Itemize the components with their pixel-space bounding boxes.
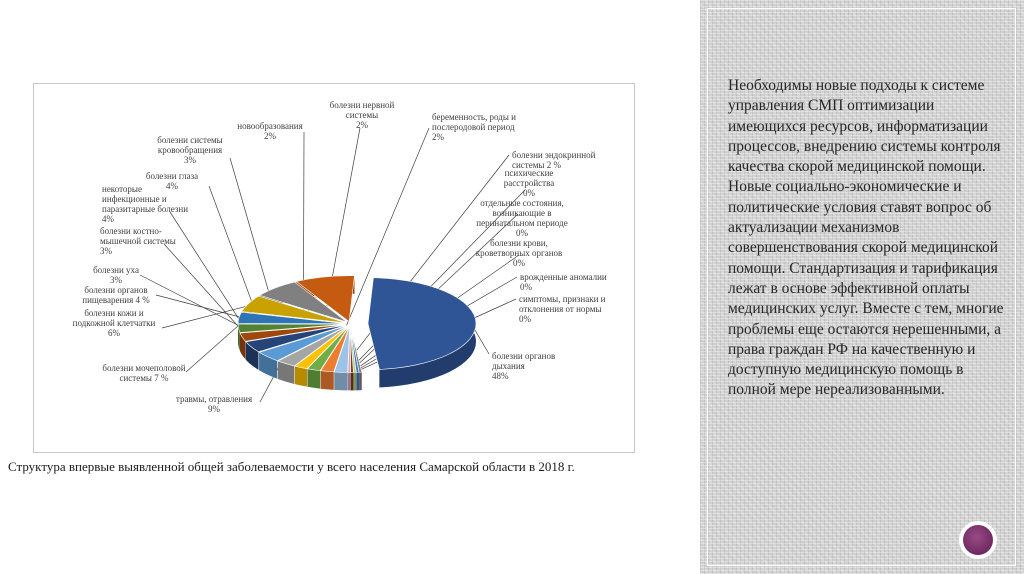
pie-slice-side: [354, 372, 357, 390]
next-slide-button[interactable]: [959, 521, 997, 559]
slice-label: болезни кожи и подкожной клетчатки 6%: [72, 308, 156, 338]
side-panel-text: Необходимы новые подходы к системе управления СМП оптимизации имеющихся ресурсов, информатизации процессов, внедрению системы контроля качества скорой медицинской помощи. Новые социально-экономические и политические условия ставят вопрос об актуализации механизмов совершенствования скорой медицинской помощи. Стандартизация и тарификация лежат в основе эффективной оплаты медицинских услуг. Вместе с тем, многие проблемы еще остаются нерешенными, а права граждан РФ на качественную и доступную медицинскую помощь в полной мере нереализованными.: [728, 77, 1004, 399]
pie-slice-side: [348, 372, 351, 390]
slice-label: травмы, отравления 9%: [175, 394, 253, 414]
pie-slice-side: [321, 371, 334, 390]
pie-slice-side: [359, 372, 362, 390]
slice-label: болезни органов дыхания 48%: [492, 351, 556, 381]
slice-label: психические расстройства 0%: [503, 168, 555, 198]
slice-label: врожденные аномалии 0%: [520, 272, 607, 292]
slice-label: болезни уха 3%: [93, 265, 139, 285]
pie-slice-side: [295, 366, 307, 387]
leader-line: [164, 244, 247, 337]
slice-label: беременность, роды и послеродовой период 2%: [432, 112, 516, 142]
pie-slice-side: [334, 372, 347, 390]
chart-frame: [33, 83, 635, 453]
slice-label: болезни эндокринной системы 2 %: [512, 150, 596, 170]
chart-caption: Структура впервые выявленной общей заболеваемости у всего населения Самарской области в 2018 г.: [8, 459, 575, 474]
pie-slices: [238, 276, 476, 391]
slice-label: болезни нервной системы 2%: [329, 100, 395, 130]
slice-label: новообразования 2%: [237, 121, 303, 141]
circle-icon: [963, 525, 993, 555]
slice-label: болезни органов пищеварения 4 %: [82, 285, 150, 305]
pie-slice-side: [351, 372, 354, 390]
slice-label: болезни мочеполовой системы 7 %: [102, 363, 186, 383]
slice-label: болезни крови, кроветворных органов 0%: [475, 238, 563, 268]
slice-label: отдельные состояния, возникающие в перинатальном периоде 0%: [476, 198, 568, 238]
slice-label: болезни костно-мышечной системы 3%: [100, 226, 176, 256]
pie-slice-side: [356, 372, 359, 390]
slice-label: болезни системы кровообращения 3%: [157, 135, 223, 165]
slice-label: некоторые инфекционные и паразитарные болезни 4%: [102, 184, 189, 224]
pie-slice-side: [307, 369, 320, 389]
pie-chart: [34, 84, 634, 452]
slice-label: болезни глаза 4%: [145, 171, 199, 191]
slice-label: симптомы, признаки и отклонения от нормы 0%: [519, 294, 606, 324]
